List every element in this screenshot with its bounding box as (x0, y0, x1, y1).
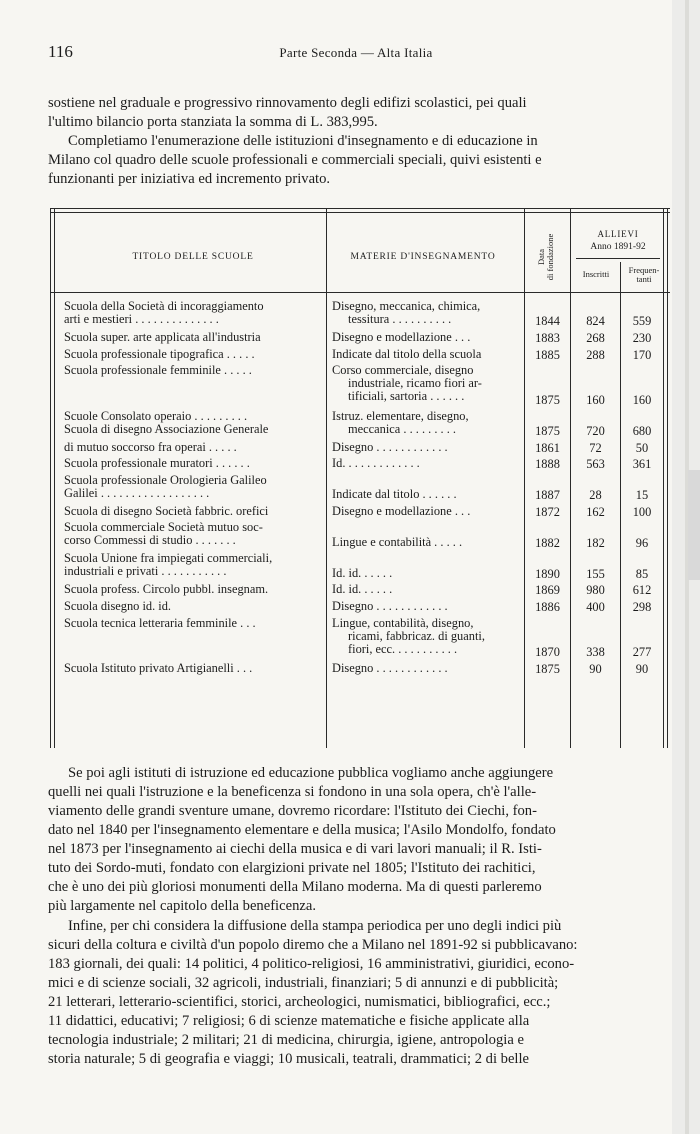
subjects (332, 364, 482, 403)
row-year: 1885 (535, 347, 560, 362)
row-attending: 96 (635, 535, 649, 550)
subjects (332, 536, 462, 549)
school-title-line: Scuola della Società di incoraggiamento (64, 299, 264, 313)
subjects (332, 457, 420, 470)
school-title (64, 521, 263, 547)
subjects (332, 488, 457, 501)
text-line: 11 didattici, educativi; 7 religiosi; 6 di scienze matematiche e fisiche applicate alla (48, 1013, 530, 1029)
col-students-header: ALLIEVI (597, 229, 639, 239)
school-title (64, 474, 267, 500)
row-enrolled: 720 (586, 424, 605, 438)
text-line: sicuri della coltura e civiltà d'un popolo diremo che a Milano nel 1891-92 si pubblicavano: (48, 937, 578, 953)
row-attending: 160 (632, 393, 652, 407)
row-enrolled: 182 (586, 535, 605, 550)
subjects-line: Corso commerciale, disegno (332, 363, 474, 378)
subjects (332, 348, 481, 361)
subjects (332, 583, 392, 596)
subjects-line: Disegno e modellazione . . . (332, 330, 471, 344)
school-title (64, 331, 261, 344)
school-title (64, 410, 268, 436)
schools-table (50, 208, 670, 750)
school-title (64, 364, 252, 377)
row-year: 1844 (535, 314, 560, 329)
row-attending: 277 (632, 645, 652, 660)
text-line: più largamente nel capitolo della beneficenza. (48, 898, 316, 914)
column-rule (50, 208, 51, 748)
subjects-line: Id. . . . . . . . . . . . . (332, 456, 420, 471)
row-attending: 85 (635, 566, 649, 581)
text-line: mici e di scienze sociali, 32 agricoli, industriali, finanziari; 5 di annunzi e di pubblicità; (48, 975, 559, 991)
school-title (64, 600, 171, 613)
school-title-line: Scuola Istituto privato Artigianelli . . . (64, 661, 253, 675)
row-year: 1872 (535, 504, 560, 519)
row-year: 1875 (535, 424, 560, 438)
row-enrolled: 268 (586, 331, 605, 345)
subjects-line: tessitura . . . . . . . . . . (348, 312, 452, 326)
table-rule (50, 212, 670, 213)
col-enrolled-header: Inscritti (582, 269, 610, 279)
row-attending: 100 (632, 504, 652, 519)
subjects-line: Disegno, meccanica, chimica, (332, 299, 481, 313)
subjects-line: Disegno . . . . . . . . . . . . (332, 439, 448, 454)
subjects-line: Lingue e contabilità . . . . . (332, 534, 463, 549)
school-title (64, 662, 252, 675)
school-title-line: Scuola profess. Circolo pubbl. insegnam. (64, 582, 269, 597)
row-enrolled: 824 (586, 314, 605, 329)
row-enrolled: 160 (586, 393, 605, 407)
text-line: l'ultimo bilancio porta stanziata la somma di L. 383,995. (48, 114, 378, 130)
column-rule (667, 208, 668, 748)
school-title-line: Scuola commerciale Società mutuo soc- (64, 520, 263, 535)
subjects-line: Disegno . . . . . . . . . . . . (332, 599, 448, 613)
text-line: Se poi agli istituti di istruzione ed educazione pubblica vogliamo anche aggiungere (68, 765, 554, 781)
school-title-line: Galilei . . . . . . . . . . . . . . . . . . (64, 485, 210, 500)
subjects-line: Indicate dal titolo della scuola (332, 346, 482, 361)
page-number: 116 (48, 42, 73, 61)
row-attending: 559 (632, 314, 652, 329)
school-title-line: corso Commessi di studio . . . . . . . (64, 533, 236, 548)
col-date-header (537, 227, 559, 287)
column-rule (54, 208, 55, 748)
row-attending: 170 (632, 347, 652, 362)
subjects (332, 505, 470, 518)
header-brace (576, 258, 660, 259)
school-title-line: Scuola di disegno Società fabbric. orefici (64, 503, 269, 518)
subjects-line: Istruz. elementare, disegno, (332, 408, 469, 423)
row-enrolled: 563 (586, 457, 605, 472)
row-year: 1887 (535, 488, 560, 503)
subjects (332, 617, 485, 656)
school-title-line: Scuola super. arte applicata all'industria (64, 330, 261, 344)
table-rule (50, 292, 670, 293)
row-enrolled: 162 (586, 504, 605, 519)
text-line: funzionanti per iniziativa ed incremento privato. (48, 171, 331, 187)
row-enrolled: 338 (586, 645, 605, 660)
subjects (332, 331, 470, 344)
school-title-line: industriali e privati . . . . . . . . . . . (64, 564, 227, 579)
school-title-line: Scuola professionale femminile . . . . . (64, 363, 252, 378)
school-title (64, 457, 250, 470)
text-line: tecnologia industriale; 2 militari; 21 di medicina, chirurgia, igiene, antropologia e (48, 1032, 524, 1048)
school-title-line: Scuola professionale muratori . . . . . . (64, 456, 250, 471)
beneficence-paragraph (48, 764, 670, 916)
row-year: 1888 (535, 457, 560, 472)
text-line: nel 1873 per l'insegnamento ai ciechi della musica e di vari lavori manuali; il R. Isti- (48, 841, 542, 857)
subjects-line: Disegno e modellazione . . . (332, 503, 471, 518)
text-line: sostiene nel graduale e progressivo rinnovamento degli edifizi scolastici, pei quali (48, 95, 527, 111)
subjects-line: tificiali, sartoria . . . . . . (348, 389, 465, 404)
row-year: 1883 (535, 331, 560, 345)
school-title-line: Scuola professionale Orologieria Galileo (64, 472, 267, 487)
text-line: tuto dei Sordo-muti, fondato con elargizioni private nel 1805; l'Istituto dei rachitici, (48, 860, 536, 876)
school-title-line: Scuole Consolato operaio . . . . . . . . . (64, 408, 248, 423)
col-title-header: TITOLO DELLE SCUOLE (132, 252, 254, 262)
column-rule (326, 208, 327, 748)
col-subjects-header: MATERIE D'INSEGNAMENTO (350, 252, 496, 262)
school-title (64, 348, 255, 361)
row-attending: 298 (632, 600, 652, 614)
subjects (332, 300, 480, 326)
subjects (332, 600, 448, 613)
row-attending: 680 (632, 424, 652, 438)
text-line: Milano col quadro delle scuole professionali e commerciali speciali, quivi esistenti e (48, 152, 542, 168)
row-year: 1870 (535, 645, 560, 660)
intro-paragraph (48, 94, 670, 189)
text-line: viamento delle grandi sventure umane, dovremo ricordare: l'Istituto dei Ciechi, fon- (48, 803, 537, 819)
row-attending: 90 (635, 662, 649, 676)
school-title-line: arti e mestieri . . . . . . . . . . . . . . (64, 312, 219, 326)
subjects-line: meccanica . . . . . . . . . (348, 421, 457, 436)
page-header (48, 42, 664, 64)
row-year: 1875 (535, 393, 560, 407)
row-enrolled: 980 (586, 583, 605, 598)
text-line: storia naturale; 5 di geografia e viaggi; 10 musicali, teatrali, drammatici; 2 di belle (48, 1051, 530, 1067)
subjects (332, 662, 448, 675)
school-title-line: Scuola Unione fra impiegati commerciali, (64, 551, 273, 566)
text-line: 21 letterari, letterario-scientifici, storici, archeologici, numismatici, bibliografici, ecc.; (48, 994, 551, 1010)
book-edge (672, 0, 700, 1134)
row-attending: 15 (635, 488, 649, 503)
school-title (64, 505, 268, 518)
school-title (64, 552, 272, 578)
press-paragraph (48, 917, 670, 1069)
row-enrolled: 90 (589, 662, 602, 676)
subjects-line: Indicate dal titolo . . . . . . (332, 487, 457, 502)
row-year: 1882 (535, 535, 560, 550)
row-enrolled: 155 (586, 566, 605, 581)
subjects-line: Id. id. . . . . . (332, 582, 393, 597)
subjects-line: ricami, fabbricaz. di guanti, (348, 628, 485, 643)
text-line: Infine, per chi considera la diffusione della stampa periodica per uno degli indici più (68, 918, 562, 934)
col-year-header: Anno 1891-92 (590, 242, 646, 252)
row-year: 1869 (535, 583, 560, 598)
row-attending: 230 (632, 331, 652, 345)
school-title (64, 617, 256, 630)
subjects-line: Id. id. . . . . . (332, 565, 393, 580)
edge-mark (688, 470, 700, 580)
col-date-line2: di fondazione (545, 233, 555, 281)
row-enrolled: 400 (586, 600, 605, 614)
subjects (332, 441, 448, 454)
text-line: che è uno dei più gloriosi monumenti della Milano moderna. Ma di questi parleremo (48, 879, 542, 895)
school-title-line: Scuola disegno id. id. (64, 599, 172, 613)
subjects-line: Lingue, contabilità, disegno, (332, 615, 474, 630)
school-title (64, 583, 268, 596)
school-title-line: Scuola tecnica letteraria femminile . . . (64, 615, 256, 630)
subjects-line: Disegno . . . . . . . . . . . . (332, 661, 448, 675)
row-year: 1890 (535, 566, 560, 581)
table-rule (50, 208, 670, 209)
row-attending: 612 (632, 583, 652, 598)
col-attending-line1: Frequen- (628, 265, 660, 275)
school-title-line: Scuola professionale tipografica . . . . . (64, 346, 255, 361)
column-rule (663, 208, 664, 748)
row-enrolled: 288 (586, 347, 605, 362)
text-line: quelli nei quali l'istruzione e la beneficenza si fondono in una sola opera, ch'è l'alle- (48, 784, 537, 800)
row-attending: 361 (632, 457, 652, 472)
col-date-line1: Data (536, 248, 546, 266)
school-title (64, 441, 237, 454)
col-attending-header (622, 266, 666, 284)
school-title (64, 300, 264, 326)
col-attending-line2: tanti (636, 274, 652, 284)
school-title-line: Scuola di disegno Associazione Generale (64, 421, 269, 436)
subjects (332, 567, 392, 580)
school-title-line: di mutuo soccorso fra operai . . . . . (64, 439, 237, 454)
row-enrolled: 28 (589, 488, 602, 503)
row-year: 1886 (535, 600, 560, 614)
text-line: dato nel 1840 per l'insegnamento elementare e della musica; l'Asilo Mondolfo, fondato (48, 822, 556, 838)
row-enrolled: 72 (589, 440, 602, 455)
row-year: 1875 (535, 662, 560, 676)
text-line: Completiamo l'enumerazione delle istituzioni d'insegnamento e di educazione in (68, 133, 538, 149)
subjects-line: fiori, ecc. . . . . . . . . . . (348, 641, 458, 656)
subjects (332, 410, 469, 436)
subjects-line: industriale, ricamo fiori ar- (348, 376, 482, 391)
running-title: Parte Seconda — Alta Italia (279, 45, 433, 60)
row-year: 1861 (535, 440, 560, 455)
row-attending: 50 (635, 440, 649, 455)
text-line: 183 giornali, dei quali: 14 politici, 4 politico-religiosi, 16 amministrativi, giuridici, econo- (48, 956, 575, 972)
